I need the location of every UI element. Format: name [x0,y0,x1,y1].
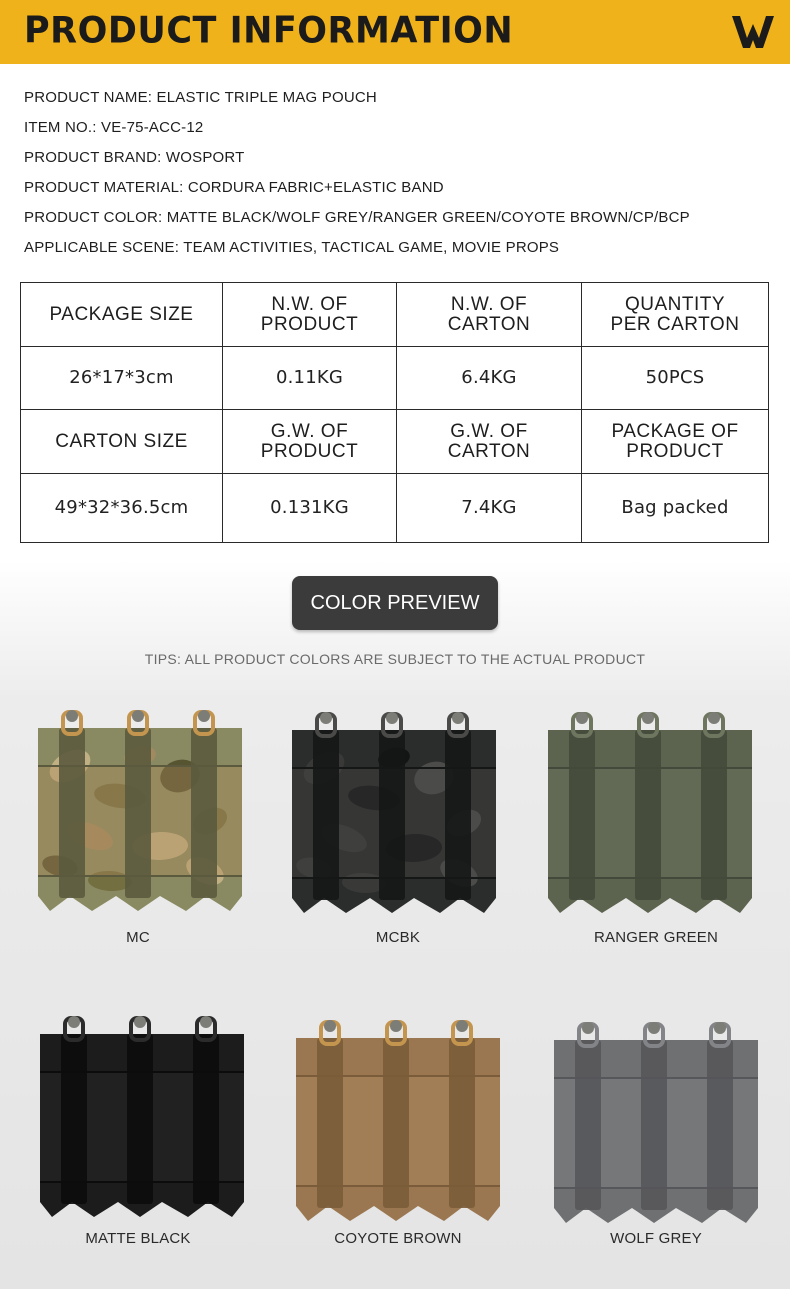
spec-value-package-size: 26*17*3cm [21,347,223,410]
spec-header-gw-product: G.W. OF PRODUCT [223,410,397,474]
spec-value-gw-carton: 7.4KG [397,474,582,543]
product-color-caption: COYOTE BROWN [334,1230,462,1247]
color-preview-button[interactable]: COLOR PREVIEW [292,576,498,630]
mag-pouch-ranger-green-icon [540,708,760,913]
color-tips-text: TIPS: ALL PRODUCT COLORS ARE SUBJECT TO THE ACTUAL PRODUCT [144,651,646,667]
spec-header-package-size: PACKAGE SIZE [21,283,223,347]
mag-pouch-wolf-grey-icon [546,1018,766,1223]
spec-value-carton-size: 49*32*36.5cm [21,474,223,543]
spec-value-row-1 [21,347,769,410]
ws-logo-icon [730,12,776,52]
info-product-name: PRODUCT NAME: ELASTIC TRIPLE MAG POUCH [24,89,377,106]
spec-value-nw-carton: 6.4KG [397,347,582,410]
spec-value-row-2 [21,474,769,543]
spec-header-quantity-per-carton: QUANTITY PER CARTON [582,283,769,347]
product-color-caption: WOLF GREY [610,1230,702,1247]
spec-header-nw-carton: N.W. OF CARTON [397,283,582,347]
mag-pouch-coyote-brown-icon [288,1016,508,1221]
spec-value-gw-product: 0.131KG [223,474,397,543]
mag-pouch-matte-black-icon [32,1012,252,1217]
spec-value-package-of-product: Bag packed [582,474,769,543]
spec-header-nw-product: N.W. OF PRODUCT [223,283,397,347]
mag-pouch-multicam-black-icon [284,708,504,913]
info-applicable-scene: APPLICABLE SCENE: TEAM ACTIVITIES, TACTICAL GAME, MOVIE PROPS [24,239,560,256]
spec-header-gw-carton: G.W. OF CARTON [397,410,582,474]
mag-pouch-multicam-icon [30,706,250,911]
spec-header-row-2 [21,410,769,474]
spec-header-package-of-product: PACKAGE OF PRODUCT [582,410,769,474]
spec-table [20,282,769,543]
page-title: PRODUCT INFORMATION [24,10,514,52]
spec-header-carton-size: CARTON SIZE [21,410,223,474]
product-color-caption: MCBK [375,929,421,946]
product-color-caption: MATTE BLACK [85,1230,191,1247]
header-banner [0,0,790,64]
info-product-color: PRODUCT COLOR: MATTE BLACK/WOLF GREY/RANGER GREEN/COYOTE BROWN/CP/BCP [24,209,690,226]
product-color-caption: MC [126,929,150,946]
spec-header-row-1 [21,283,769,347]
spec-value-nw-product: 0.11KG [223,347,397,410]
info-item-no: ITEM NO.: VE-75-ACC-12 [24,119,204,136]
info-product-material: PRODUCT MATERIAL: CORDURA FABRIC+ELASTIC BAND [24,179,444,196]
info-product-brand: PRODUCT BRAND: WOSPORT [24,149,245,166]
product-color-caption: RANGER GREEN [593,929,719,946]
spec-value-quantity-per-carton: 50PCS [582,347,769,410]
